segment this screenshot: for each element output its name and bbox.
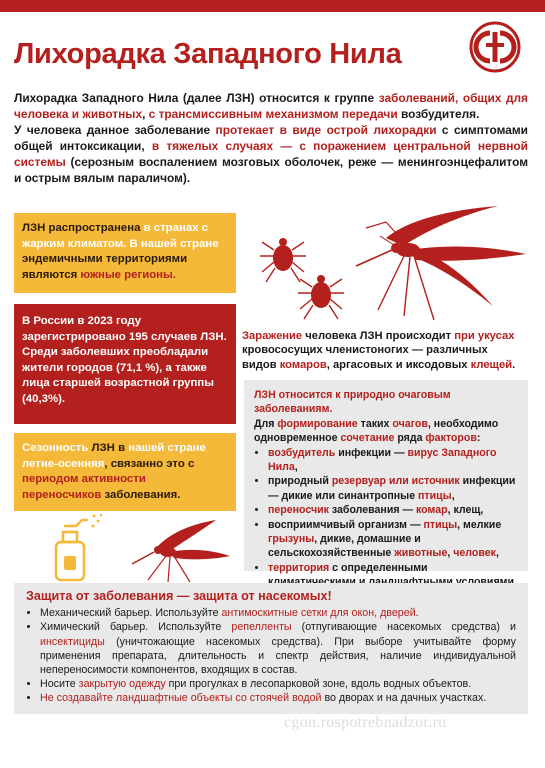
list-item: • территория с определенными <box>268 561 518 590</box>
list-item: • Механический барьер. Используйте антимоскитные сетки для окон, дверей. <box>40 606 516 620</box>
focal-heading: ЛЗН относится к природно очаговым заболеваниям. <box>254 389 451 416</box>
natural-focus-panel <box>244 380 528 574</box>
intro-paragraph-1: Лихорадка Западного Нила (далее ЛЗН) относится к группе заболеваний, общих для человека и животных, с трансмиссивным механизмом передачи возбудителя. <box>14 91 528 122</box>
top-band <box>0 0 545 12</box>
spray-mist-icon <box>92 514 103 528</box>
distribution-box: ЛЗН распространена в странах с жарким климатом. В нашей стране эндемичными территориями являются южные регионы. <box>14 213 236 293</box>
focal-intro: Для формирование таких очагов, необходимо одновременное сочетание ряда факторов: <box>254 417 499 445</box>
repellent-and-mosquito-illustration <box>40 512 240 584</box>
list-item: • восприимчивый организм — птицы, мелкие грызуны, дикие, домашние и сельскохозяйственные животные, человек, <box>268 518 518 561</box>
mosquito-icon <box>356 206 526 320</box>
page-title: Лихорадка Западного Нила <box>14 38 402 70</box>
list-item: • Носите закрытую одежду при прогулках в лесопарковой зоне, вдоль водных объектов. <box>40 677 516 691</box>
intro-text <box>14 90 528 187</box>
tick-icon-1 <box>260 238 306 282</box>
list-item: • природный резервуар или источник инфекции — дикие или синантропные птицы, <box>268 474 518 503</box>
tick-icon-2 <box>298 275 344 319</box>
protection-list <box>26 606 516 705</box>
protection-title: Защита от заболевания — защита от насекомых! <box>26 589 332 603</box>
list-item: • Не создавайте ландшафтные объекты со стоячей водой во дворах и на дачных участках. <box>40 691 516 705</box>
list-item: • возбудитель инфекции — вирус Западного Нила, <box>268 446 518 475</box>
factors-list <box>254 446 518 590</box>
list-item: • переносчик заболевания — комар, клещ, <box>268 503 518 517</box>
spray-bottle-icon <box>56 520 88 580</box>
infection-text: Заражение человека ЛЗН происходит при укусах кровососущих членистоногих — различных видов комаров, аргасовых и иксодовых клещей. <box>242 330 516 371</box>
rospotrebnadzor-logo <box>469 21 521 73</box>
list-item: • Химический барьер. Используйте репелленты (отпугивающие насекомых средства) и инсектициды (уничтожающие насекомых средства). При выборе учитывайте форму применения препарата, длительность и спектр действия, наличие индивидуальной непереносимости компонентов, входящих в состав. <box>40 620 516 677</box>
protection-panel <box>14 583 528 714</box>
mosquito-icon <box>132 520 230 582</box>
seasonality-box: Сезонность ЛЗН в нашей стране летне-осенняя, связанно это с периодом активности переносчиков заболевания. <box>14 433 236 511</box>
footer-website: cgon.rospotrebnadzor.ru <box>284 714 447 731</box>
mosquito-and-ticks-illustration <box>258 198 543 328</box>
statistics-box: В России в 2023 году зарегистрировано 195 случаев ЛЗН. Среди заболевших преобладали жители городов (71,1 %), а также лица старшей возрастной группы (40,3%). <box>14 304 236 424</box>
intro-paragraph-2: У человека данное заболевание протекает в виде острой лихорадки с симптомами общей интоксикации, в тяжелых случаях — с поражением центральной нервной системы (серозным воспалением мозговых оболочек, реже — менингоэнцефалитом и острым вялым параличом). <box>14 123 528 186</box>
